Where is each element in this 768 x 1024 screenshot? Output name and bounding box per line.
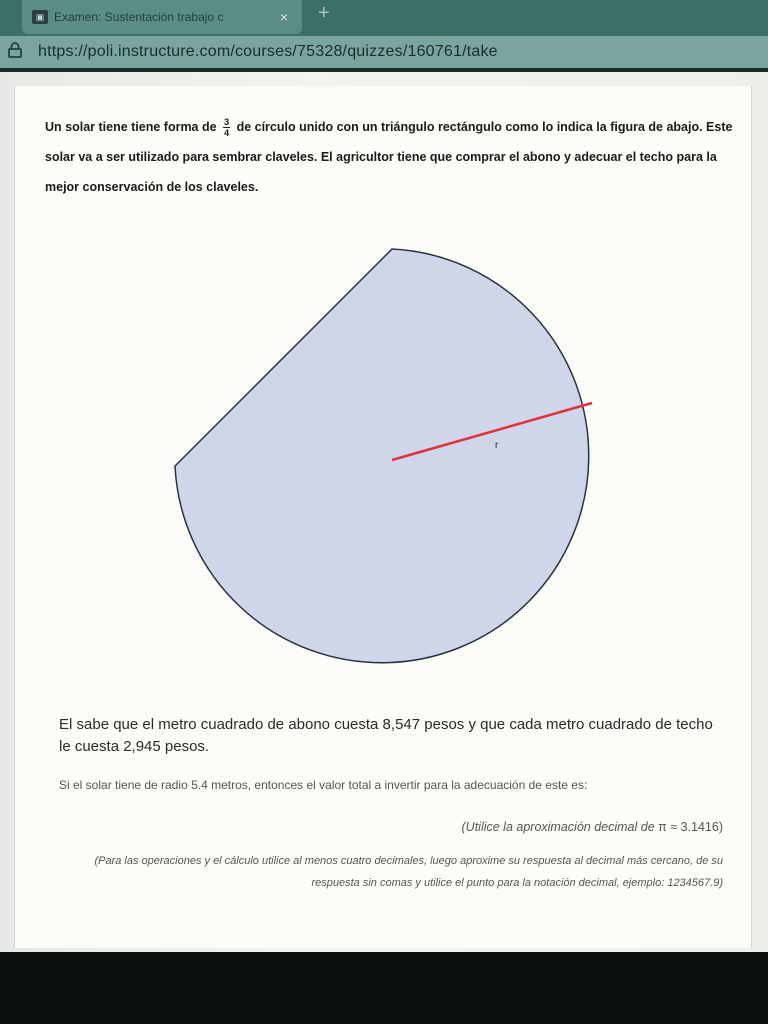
fraction-numerator: 3 [224, 117, 230, 128]
intro-text-before: Un solar tiene tiene forma de [45, 120, 217, 134]
solar-figure [165, 236, 605, 676]
pi-note-text: (Utilice la aproximación decimal de [461, 820, 655, 834]
tab-title: Examen: Sustentación trabajo c [54, 10, 224, 24]
close-tab-icon[interactable]: × [280, 9, 289, 25]
screen-bezel [0, 952, 768, 1024]
browser-tab-bar [0, 0, 768, 36]
pi-approximation-note [462, 820, 723, 834]
url-text[interactable]: https://poli.instructure.com/courses/75328/quizzes/160761/take [38, 43, 498, 60]
lock-icon[interactable] [8, 42, 30, 63]
answer-instructions: (Para las operaciones y el cálculo utilice al menos cuatro decimales, luego aproxime su respuesta al decimal más cercano, de su respuesta sin comas y utilice el punto para la notación decimal, ejemplo: 1234567.9) [94, 855, 723, 889]
price-statement: El sabe que el metro cuadrado de abono cuesta 8,547 pesos y que cada metro cuadrado de techo le cuesta 2,945 pesos. [59, 716, 713, 755]
quiz-question-panel [14, 86, 752, 948]
question-prompt: Si el solar tiene de radio 5.4 metros, entonces el valor total a invertir para la adecuación de este es: [59, 778, 588, 792]
radius-label: r [495, 440, 499, 451]
solar-shape [175, 249, 589, 663]
question-intro [45, 112, 735, 202]
fraction-three-quarters [223, 117, 230, 138]
new-tab-button[interactable]: + [318, 2, 330, 24]
canvas-favicon-icon: ▣ [32, 10, 48, 24]
intro-text-after: de círculo unido con un triángulo rectángulo como lo indica la figura de abajo. Este solar va a ser utilizado para sembrar claveles. El agricultor tiene que comprar el abono y adecuar el techo para la mejor conservación de los claveles. [45, 120, 733, 194]
browser-tab[interactable] [22, 0, 302, 34]
address-bar[interactable] [0, 36, 768, 72]
pi-value: 3.1416) [680, 820, 723, 834]
pi-symbol: π ≈ [658, 820, 678, 834]
fraction-denominator: 4 [224, 128, 230, 139]
